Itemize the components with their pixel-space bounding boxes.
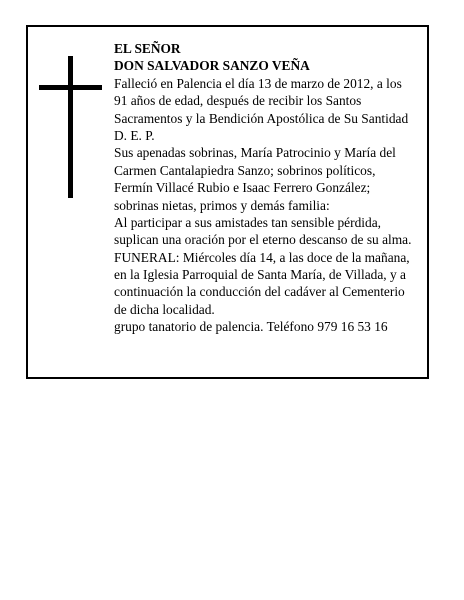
cross-vertical-bar [68,56,73,198]
funeral-line-3: continuación la conducción del cadáver al Cementerio [114,284,405,300]
obituary-notice [26,25,429,379]
request-line-2: suplican una oración por el eterno descanso de su alma. [114,232,412,248]
death-line-3: Sacramentos y la Bendición Apostólica de Su Santidad [114,110,409,126]
family-line-1: Sus apenadas sobrinas, María Patrocinio y María del [114,145,396,161]
notice-text [114,40,426,336]
funeral-line-1: FUNERAL: Miércoles día 14, a las doce de la mañana, [114,249,410,265]
death-line-1: Falleció en Palencia el día 13 de marzo de 2012, a los [114,75,402,91]
funeral-line-4: de dicha localidad. [114,301,215,317]
funeral-line-2: en la Iglesia Parroquial de Santa María, de Villada, y a [114,267,406,283]
family-line-2: Carmen Cantalapiedra Sanzo; sobrinos políticos, [114,162,376,178]
cross-horizontal-bar [39,85,102,90]
family-line-4: sobrinas nietas, primos y demás familia: [114,197,330,213]
deceased-name: DON SALVADOR SANZO VEÑA [114,58,310,74]
heading-line-1: EL SEÑOR [114,41,181,56]
death-line-2: 91 años de edad, después de recibir los Santos [114,93,362,109]
funeral-home-contact: grupo tanatorio de palencia. Teléfono 979 16 53 16 [114,319,388,335]
rip-line: D. E. P. [114,127,155,143]
family-line-3: Fermín Villacé Rubio e Isaac Ferrero González; [114,180,371,196]
request-line-1: Al participar a sus amistades tan sensible pérdida, [114,214,381,230]
